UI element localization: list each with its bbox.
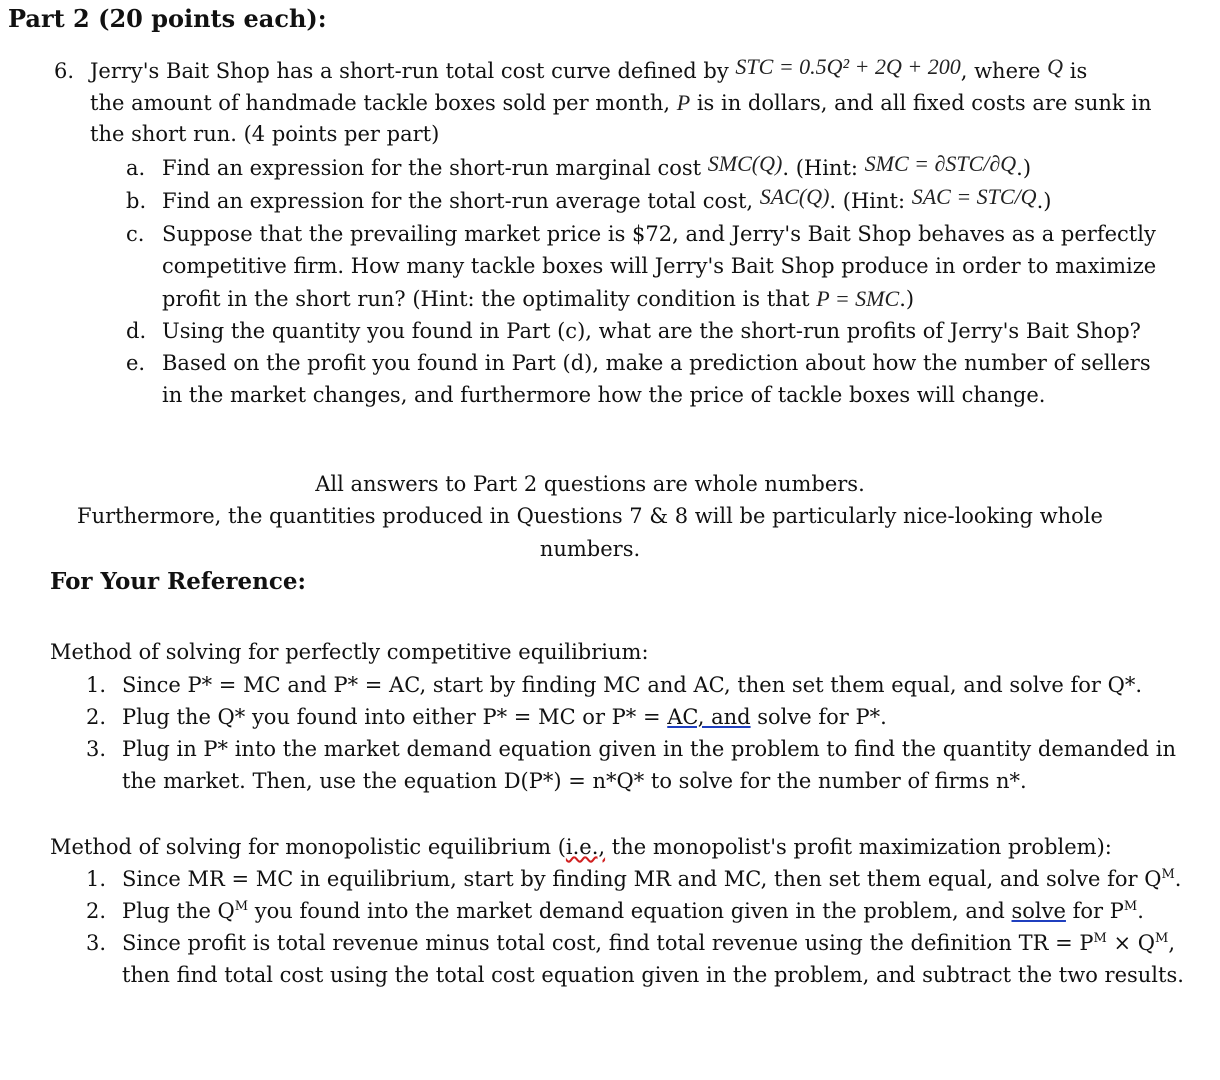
monopolistic-method-title: Method of solving for monopolistic equilibrium (i.e., the monopolist's profit maximization problem): — [50, 835, 1112, 859]
part-e: e. Based on the profit you found in Part (d), make a prediction about how the number of sellers — [126, 347, 1151, 379]
question-number: 6. — [54, 59, 75, 83]
question-6-line-3: the short run. (4 points per part) — [90, 122, 440, 146]
reference-heading: For Your Reference: — [50, 568, 307, 595]
monopolistic-step-2: 2. Plug the $Q^M$ you found into the market demand equation given in the problem, and solve for $P^M$. — [86, 899, 1144, 923]
question-6-line-2: the amount of handmade tackle boxes sold per month, P is in dollars, and all fixed costs are sunk in — [90, 90, 1152, 115]
monopolistic-step-3-line-2: then find total cost using the total cost equation given in the problem, and subtract the two results. — [122, 963, 1184, 987]
part-e-line-2: in the market changes, and furthermore how the price of tackle boxes will change. — [162, 383, 1046, 407]
competitive-step-3: 3. Plug in P* into the market demand equation given in the problem to find the quantity demanded in — [86, 737, 1176, 761]
part-b-letter: b. — [126, 189, 147, 213]
monopolistic-step-3: 3. Since profit is total revenue minus total cost, find total revenue using the definition TR = $P^M \times Q^M$, — [86, 931, 1176, 955]
page-heading: Part 2 (20 points each): — [8, 4, 327, 33]
competitive-step-2: 2. Plug the Q* you found into either P* = MC or P* = AC, and solve for P*. — [86, 705, 887, 729]
note-line-2: Furthermore, the quantities produced in Questions 7 & 8 will be particularly nice-looking whole — [77, 504, 1103, 528]
stc-formula: STC = 0.5Q² + 2Q + 200 — [735, 54, 961, 79]
part-c-letter: c. — [126, 222, 145, 246]
competitive-step-1: 1. Since P* = MC and P* = AC, start by finding MC and AC, then set them equal, and solve for Q*. — [86, 673, 1142, 697]
note-line-3: numbers. — [539, 537, 641, 561]
part-e-letter: e. — [126, 351, 146, 375]
part-c-line-3: profit in the short run? (Hint: the optimality condition is that P = SMC.) — [162, 286, 915, 311]
note-line-1: All answers to Part 2 questions are whole numbers. — [315, 472, 865, 496]
competitive-step-3-line-2: the market. Then, use the equation D(P*) = n*Q* to solve for the number of firms n*. — [122, 769, 1027, 793]
part-c-line-2: competitive firm. How many tackle boxes will Jerry's Bait Shop produce in order to maximize — [162, 254, 1157, 278]
competitive-method-title: Method of solving for perfectly competitive equilibrium: — [50, 640, 649, 664]
monopolistic-step-1: 1. Since MR = MC in equilibrium, start by finding MR and MC, then set them equal, and solve for $Q^M$. — [86, 867, 1182, 891]
p-variable: P — [676, 90, 691, 115]
part-d: d. Using the quantity you found in Part (c), what are the short-run profits of Jerry's Bait Shop? — [126, 315, 1141, 347]
part-b: b. Find an expression for the short-run average total cost, SAC(Q). (Hint: SAC = STC/Q.) — [126, 185, 1051, 217]
question-6-line-1: 6. Jerry's Bait Shop has a short-run total cost curve defined by STC = 0.5Q² + 2Q + 200, where Q is — [54, 55, 1087, 87]
part-a: a. Find an expression for the short-run marginal cost SMC(Q). (Hint: SMC = ∂STC/∂Q.) — [126, 152, 1031, 184]
part-a-letter: a. — [126, 156, 146, 180]
part-d-letter: d. — [126, 319, 147, 343]
q-variable: Q — [1047, 54, 1064, 79]
part-c: c. Suppose that the prevailing market price is $72, and Jerry's Bait Shop behaves as a perfectly — [126, 218, 1156, 250]
